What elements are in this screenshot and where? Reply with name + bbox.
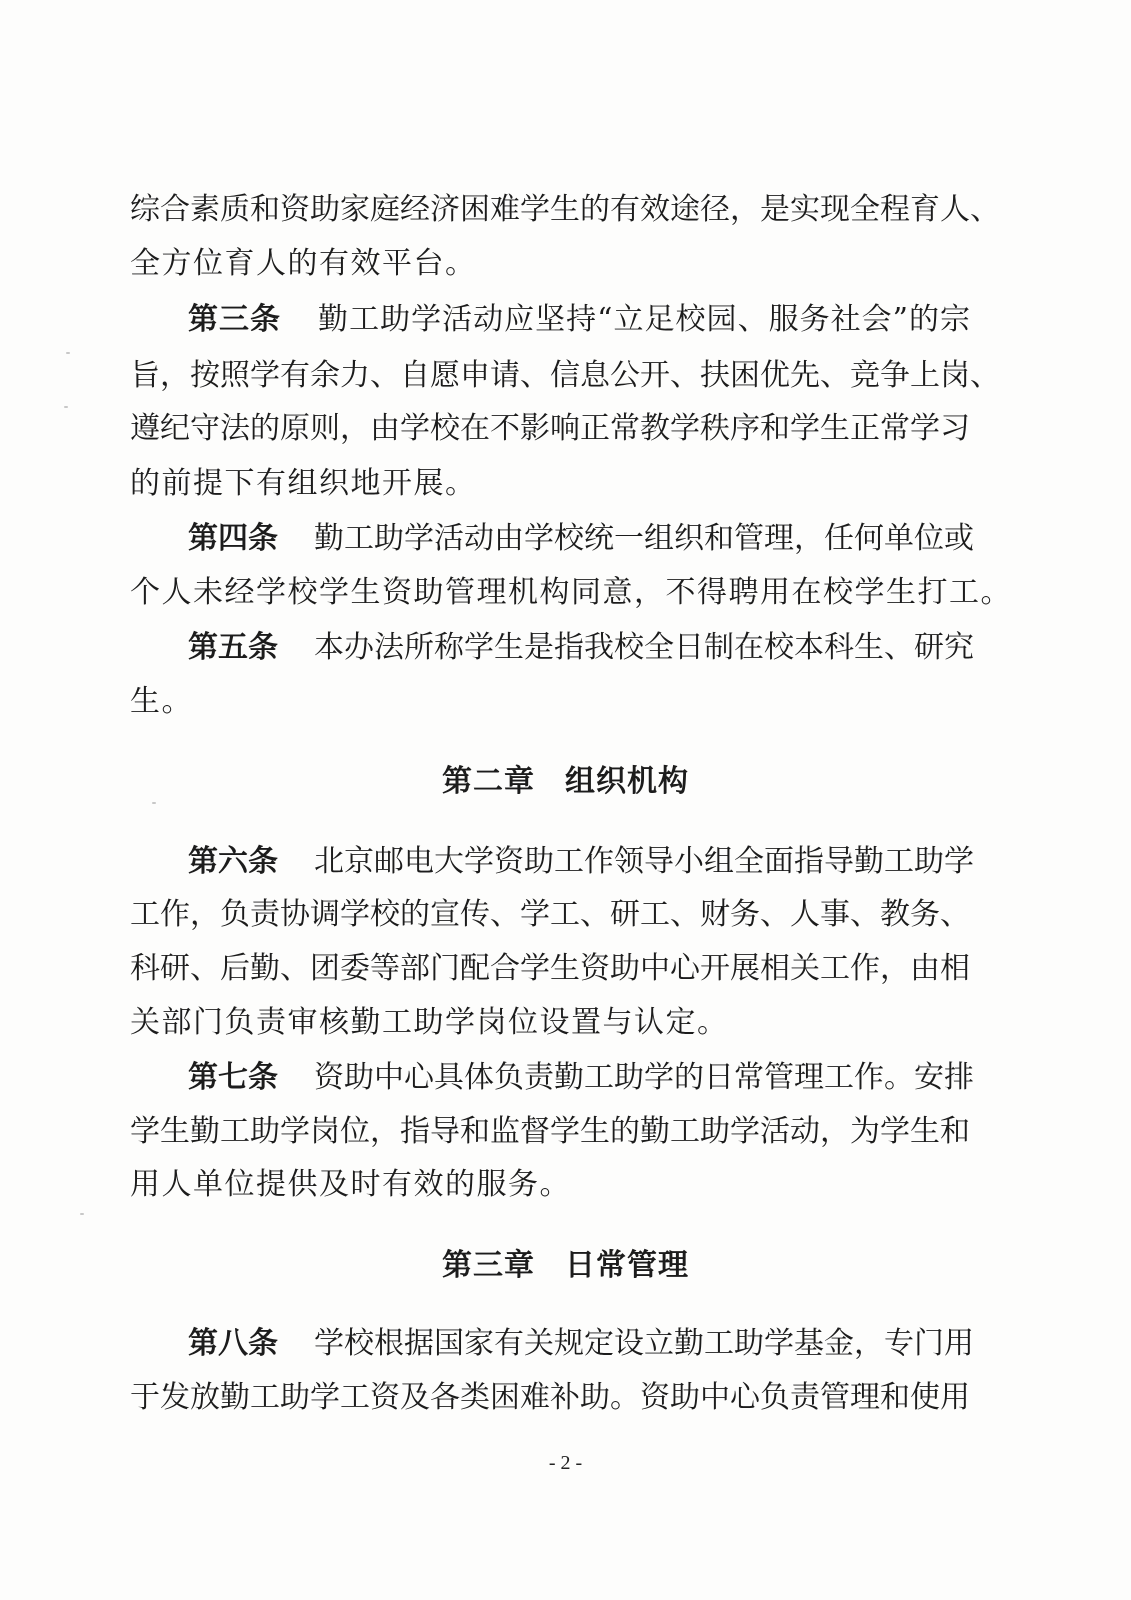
paragraph-line: 的前提下有组织地开展。 xyxy=(130,466,477,501)
article-label: 第八条 xyxy=(188,1326,278,1361)
paragraph-text: 学校根据国家有关规定设立勤工助学基金，专门用 xyxy=(314,1326,974,1361)
article-8-first-line xyxy=(188,1326,974,1362)
paragraph-line: 生。 xyxy=(130,684,193,719)
page-number: - 2 - xyxy=(548,1452,583,1474)
article-3-first-line xyxy=(188,302,970,338)
scan-speck xyxy=(80,1213,84,1215)
article-label: 第五条 xyxy=(188,630,278,665)
article-6-first-line xyxy=(188,844,974,880)
chapter-heading xyxy=(0,764,1131,800)
chapter-heading xyxy=(0,1248,1131,1284)
chapter-number: 第二章 xyxy=(442,764,535,799)
paragraph-text: 资助中心具体负责勤工助学的日常管理工作。安排 xyxy=(314,1060,974,1095)
paragraph-line: 工作，负责协调学校的宣传、学工、研工、财务、人事、教务、 xyxy=(130,897,970,932)
paragraph-text: 本办法所称学生是指我校全日制在校本科生、研究 xyxy=(314,630,974,665)
paragraph-text: 北京邮电大学资助工作领导小组全面指导勤工助学 xyxy=(314,844,974,879)
paragraph-line: 学生勤工助学岗位，指导和监督学生的勤工助学活动，为学生和 xyxy=(130,1114,970,1149)
paragraph-line: 用人单位提供及时有效的服务。 xyxy=(130,1167,571,1202)
paragraph-line: 旨，按照学有余力、自愿申请、信息公开、扶困优先、竞争上岗、 xyxy=(130,358,1000,393)
article-label: 第四条 xyxy=(188,521,278,556)
chapter-title: 日常管理 xyxy=(565,1248,689,1283)
paragraph-text: 勤工助学活动应坚持“立足校园、服务社会”的宗 xyxy=(317,302,970,337)
article-7-first-line xyxy=(188,1060,974,1096)
paragraph-line: 于发放勤工助学工资及各类困难补助。资助中心负责管理和使用 xyxy=(130,1380,970,1415)
chapter-number: 第三章 xyxy=(442,1248,535,1283)
article-5-first-line xyxy=(188,630,974,666)
scan-speck xyxy=(66,352,70,354)
paragraph-line: 科研、后勤、团委等部门配合学生资助中心开展相关工作，由相 xyxy=(130,951,970,986)
paragraph-line: 个人未经学校学生资助管理机构同意，不得聘用在校学生打工。 xyxy=(130,575,1012,610)
article-label: 第七条 xyxy=(188,1060,278,1095)
article-label: 第六条 xyxy=(188,844,278,879)
article-label: 第三条 xyxy=(188,302,282,337)
paragraph-text: 勤工助学活动由学校统一组织和管理，任何单位或 xyxy=(314,521,974,556)
paragraph-line: 综合素质和资助家庭经济困难学生的有效途径，是实现全程育人、 xyxy=(130,192,1000,227)
article-4-first-line xyxy=(188,521,974,557)
paragraph-line: 遵纪守法的原则，由学校在不影响正常教学秩序和学生正常学习 xyxy=(130,411,970,446)
scan-speck xyxy=(152,802,156,804)
paragraph-line: 全方位育人的有效平台。 xyxy=(130,246,477,281)
scan-speck xyxy=(64,406,68,408)
paragraph-line: 关部门负责审核勤工助学岗位设置与认定。 xyxy=(130,1005,729,1040)
chapter-title: 组织机构 xyxy=(565,764,689,799)
